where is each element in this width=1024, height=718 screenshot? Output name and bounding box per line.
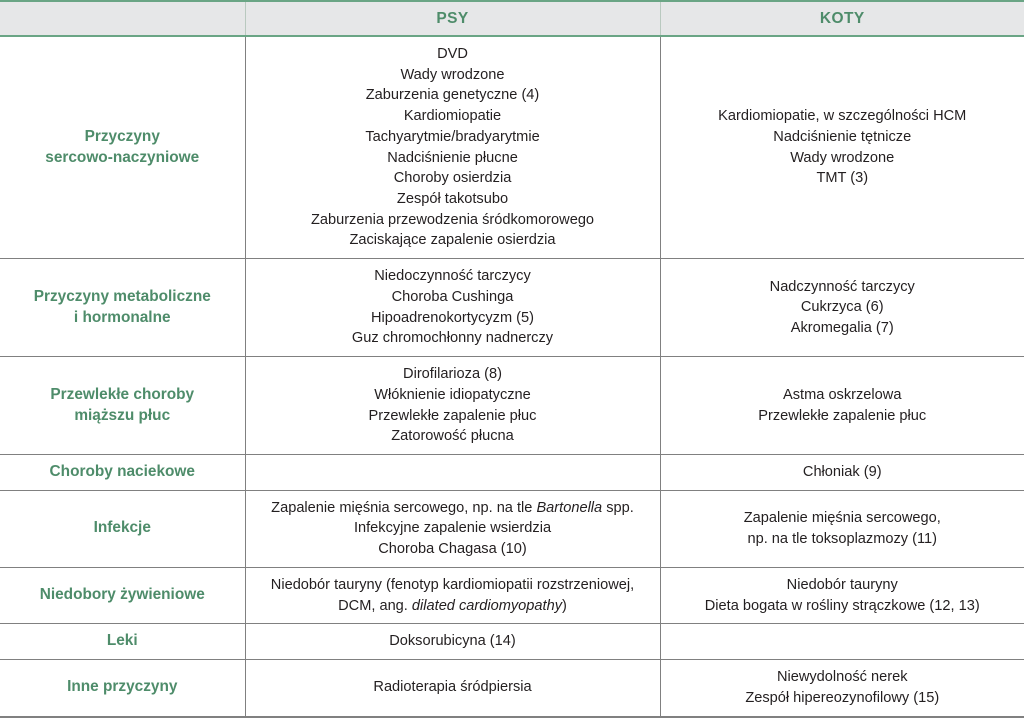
row-dogs-cell <box>245 454 660 490</box>
row-cats-cell-lines <box>669 667 1017 708</box>
category-line: Inne przyczyny <box>67 678 178 696</box>
row-cats-cell-lines <box>669 508 1017 549</box>
cell-line: Choroba Cushinga <box>391 288 514 305</box>
row-dogs-cell-lines <box>254 575 652 616</box>
row-dogs-cell-lines <box>254 364 652 447</box>
row-dogs-cell <box>245 490 660 567</box>
row-category-label <box>8 287 237 329</box>
row-dogs-cell <box>245 660 660 717</box>
row-category-cell <box>0 454 245 490</box>
cell-line: Włóknienie idiopatyczne <box>374 386 531 403</box>
cell-line: Niedobór tauryny <box>786 576 898 593</box>
row-category-cell <box>0 36 245 259</box>
cell-line: Guz chromochłonny nadnerczy <box>351 330 554 347</box>
category-line: Przyczyny <box>84 127 160 145</box>
cell-line: Niedobór tauryny (fenotyp kardiomiopatii rozstrzeniowej, <box>270 576 635 593</box>
cell-line: Hipoadrenokortycyzm (5) <box>370 309 535 326</box>
row-dogs-cell <box>245 357 660 455</box>
row-category-cell <box>0 490 245 567</box>
row-category-label <box>8 385 237 427</box>
row-dogs-cell-lines <box>254 677 652 698</box>
cell-line: Zespół hipereozynofilowy (15) <box>745 689 940 706</box>
cell-line: Tachyarytmie/bradyarytmie <box>365 128 540 145</box>
row-dogs-cell <box>245 624 660 660</box>
table-row <box>0 357 1024 455</box>
cell-line: Infekcyjne zapalenie wsierdzia <box>353 520 552 537</box>
row-category-cell <box>0 357 245 455</box>
cell-line: Nadciśnienie płucne <box>387 149 518 166</box>
cell-line: Radioterapia śródpiersia <box>373 679 532 696</box>
cell-line: Zaburzenia przewodzenia śródkomorowego <box>310 211 595 228</box>
row-category-label <box>8 585 237 606</box>
row-category-cell <box>0 259 245 357</box>
row-dogs-cell <box>245 567 660 623</box>
table-header <box>0 1 1024 36</box>
cell-line: DCM, ang. dilated cardiomyopathy) <box>338 597 567 614</box>
cell-line: Chłoniak (9) <box>802 463 882 480</box>
row-dogs-cell <box>245 36 660 259</box>
row-dogs-cell-lines <box>254 44 652 251</box>
category-line: Choroby naciekowe <box>49 462 195 480</box>
category-line: miąższu płuc <box>74 406 171 424</box>
cell-line: Przewlekłe zapalenie płuc <box>758 407 927 424</box>
row-cats-cell <box>660 490 1024 567</box>
category-line: Infekcje <box>93 519 151 537</box>
category-line: Niedobory żywieniowe <box>39 586 205 604</box>
table-row <box>0 567 1024 623</box>
cell-line: Niedoczynność tarczycy <box>374 268 531 285</box>
category-line: sercowo-naczyniowe <box>45 148 200 166</box>
header-row <box>0 1 1024 36</box>
table-row <box>0 454 1024 490</box>
cell-line: Cukrzyca (6) <box>800 299 884 316</box>
row-cats-cell-lines <box>669 106 1017 189</box>
cell-line: Zespół takotsubo <box>396 191 509 208</box>
table-body <box>0 36 1024 717</box>
cell-line: Wady wrodzone <box>400 66 505 83</box>
table-row <box>0 624 1024 660</box>
cell-line: Akromegalia (7) <box>790 319 894 336</box>
row-dogs-cell-lines <box>254 266 652 349</box>
table-row <box>0 36 1024 259</box>
row-category-cell <box>0 660 245 717</box>
cell-line: Kardiomiopatie, w szczególności HCM <box>718 108 967 125</box>
row-cats-cell-lines <box>669 277 1017 339</box>
header-dogs: PSY <box>245 1 660 36</box>
row-cats-cell-lines <box>669 575 1017 616</box>
category-line: Przewlekłe choroby <box>50 385 195 403</box>
cell-line: Dirofilarioza (8) <box>403 366 502 383</box>
header-cats: KOTY <box>660 1 1024 36</box>
cell-line: Choroby osierdzia <box>393 170 512 187</box>
cell-line: Zapalenie mięśnia sercowego, <box>743 510 941 527</box>
category-line: Przyczyny metaboliczne <box>33 287 211 305</box>
row-category-cell <box>0 567 245 623</box>
cell-line: Kardiomiopatie <box>403 108 502 125</box>
cell-line: Wady wrodzone <box>790 149 895 166</box>
row-dogs-cell <box>245 259 660 357</box>
row-dogs-cell-lines <box>254 631 652 652</box>
table-row <box>0 259 1024 357</box>
row-cats-cell-lines <box>669 385 1017 426</box>
row-cats-cell <box>660 567 1024 623</box>
cell-line: Zaciskające zapalenie osierdzia <box>349 232 556 249</box>
cell-line: Nadciśnienie tętnicze <box>773 128 912 145</box>
cell-line: Przewlekłe zapalenie płuc <box>368 407 537 424</box>
row-cats-cell <box>660 660 1024 717</box>
row-category-label <box>8 518 237 539</box>
row-category-label <box>8 677 237 698</box>
cell-line: Nadczynność tarczycy <box>769 278 915 295</box>
table-row <box>0 490 1024 567</box>
cell-line: Astma oskrzelowa <box>783 386 902 403</box>
row-category-label <box>8 127 237 169</box>
row-cats-cell-lines <box>669 462 1017 483</box>
cell-line: np. na tle toksoplazmozy (11) <box>747 530 938 547</box>
cell-line: Doksorubicyna (14) <box>389 633 516 650</box>
cell-line: Zaburzenia genetyczne (4) <box>365 87 540 104</box>
cell-line: Niewydolność nerek <box>776 669 908 686</box>
cell-line: Zatorowość płucna <box>391 428 514 445</box>
cell-line: DVD <box>437 46 468 62</box>
category-line: i hormonalne <box>73 308 171 326</box>
cell-line: TMT (3) <box>816 170 869 187</box>
row-cats-cell <box>660 624 1024 660</box>
row-dogs-cell-lines <box>254 498 652 560</box>
cell-line: Zapalenie mięśnia sercowego, np. na tle Bartonella spp. <box>271 499 634 516</box>
table-row <box>0 660 1024 717</box>
cell-line: Dieta bogata w rośliny strączkowe (12, 13) <box>704 597 980 614</box>
row-cats-cell <box>660 454 1024 490</box>
row-cats-cell <box>660 357 1024 455</box>
category-line: Leki <box>106 632 138 650</box>
header-category-blank <box>0 1 245 36</box>
cell-line: Choroba Chagasa (10) <box>378 541 527 558</box>
row-category-cell <box>0 624 245 660</box>
row-cats-cell <box>660 36 1024 259</box>
row-cats-cell <box>660 259 1024 357</box>
row-category-label <box>8 462 237 483</box>
row-category-label <box>8 631 237 652</box>
